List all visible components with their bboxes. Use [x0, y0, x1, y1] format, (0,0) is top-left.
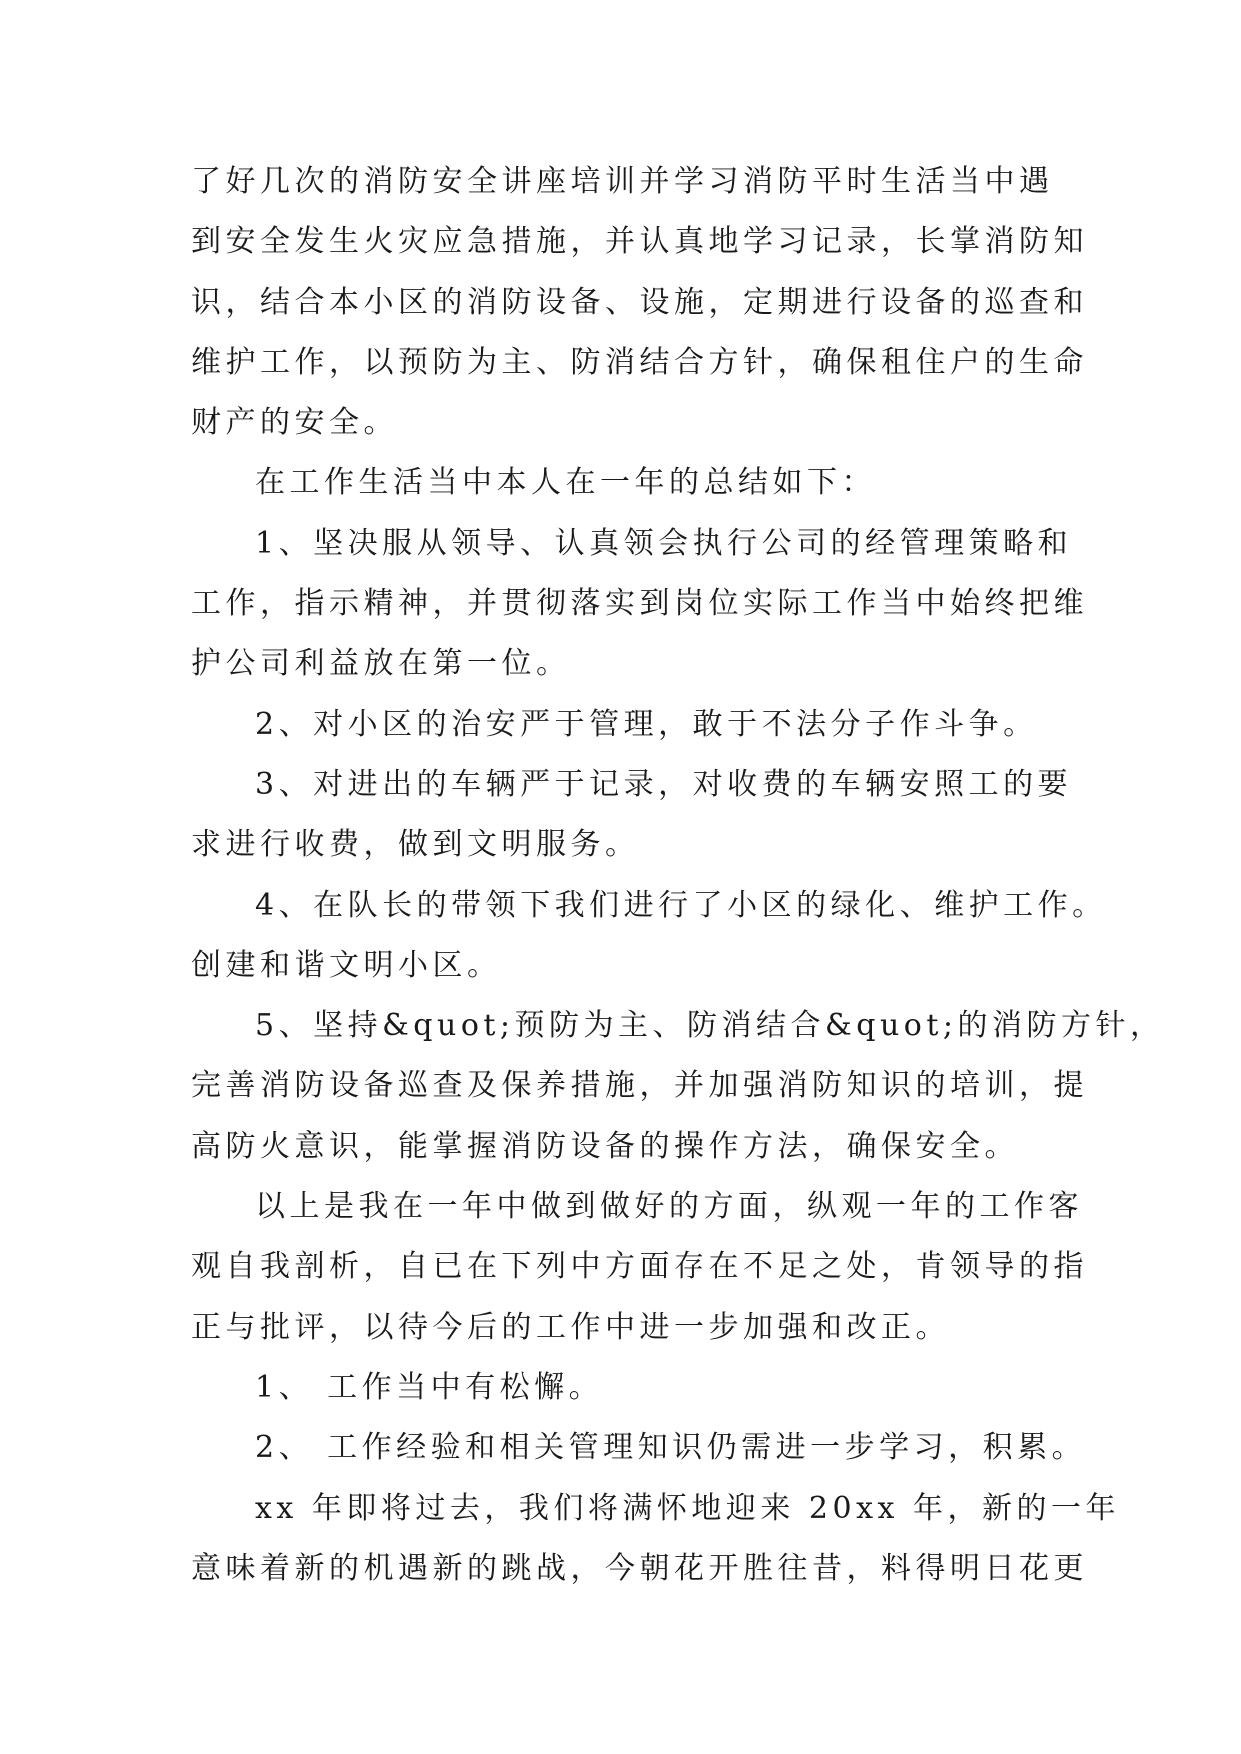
text-line-21: 1、 工作当中有松懈。	[255, 1369, 604, 1405]
text-line-19: 观自我剖析，自已在下列中方面存在不足之处，肯领导的指	[191, 1249, 1088, 1285]
text-line-9: 护公司利益放在第一位。	[191, 646, 571, 682]
text-line-24: 意味着新的机遇新的跳战，今朝花开胜往昔，料得明日花更	[191, 1550, 1088, 1586]
text-line-5: 财产的安全。	[191, 405, 398, 441]
text-line-17: 高防火意识，能掌握消防设备的操作方法，确保安全。	[191, 1128, 1019, 1164]
text-line-1: 了好几次的消防安全讲座培训并学习消防平时生活当中遇	[191, 164, 1054, 199]
text-line-18: 以上是我在一年中做到做好的方面，纵观一年的工作客	[255, 1189, 1083, 1225]
text-line-15: 5、坚持&quot;预防为主、防消结合&quot;的消防方针，	[255, 1008, 1165, 1044]
text-line-20: 正与批评，以待今后的工作中进一步加强和改正。	[191, 1309, 950, 1345]
text-line-16: 完善消防设备巡查及保养措施，并加强消防知识的培训，提	[191, 1068, 1088, 1104]
text-line-6: 在工作生活当中本人在一年的总结如下：	[255, 465, 876, 501]
text-line-12: 求进行收费，做到文明服务。	[191, 827, 640, 863]
text-line-10: 2、对小区的治安严于管理，敢于不法分子作斗争。	[255, 706, 1038, 742]
text-line-23: xx 年即将过去，我们将满怀地迎来 20xx 年，新的一年	[255, 1490, 1120, 1526]
text-line-8: 工作，指示精神，并贯彻落实到岗位实际工作当中始终把维	[191, 586, 1088, 622]
text-line-2: 到安全发生火灾应急措施，并认真地学习记录，长掌消防知	[191, 224, 1088, 260]
text-line-11: 3、对进出的车辆严于记录，对收费的车辆安照工的要	[255, 766, 1073, 802]
text-line-3: 识，结合本小区的消防设备、设施，定期进行设备的巡查和	[191, 284, 1088, 320]
document-body	[191, 152, 1165, 1599]
text-line-22: 2、 工作经验和相关管理知识仍需进一步学习，积累。	[255, 1430, 1087, 1466]
text-line-4: 维护工作，以预防为主、防消结合方针，确保租住户的生命	[191, 344, 1088, 380]
text-line-7: 1、坚决服从领导、认真领会执行公司的经管理策略和	[255, 525, 1073, 561]
text-line-14: 创建和谐文明小区。	[191, 947, 502, 983]
text-line-13: 4、在队长的带领下我们进行了小区的绿化、维护工作。	[255, 887, 1107, 923]
